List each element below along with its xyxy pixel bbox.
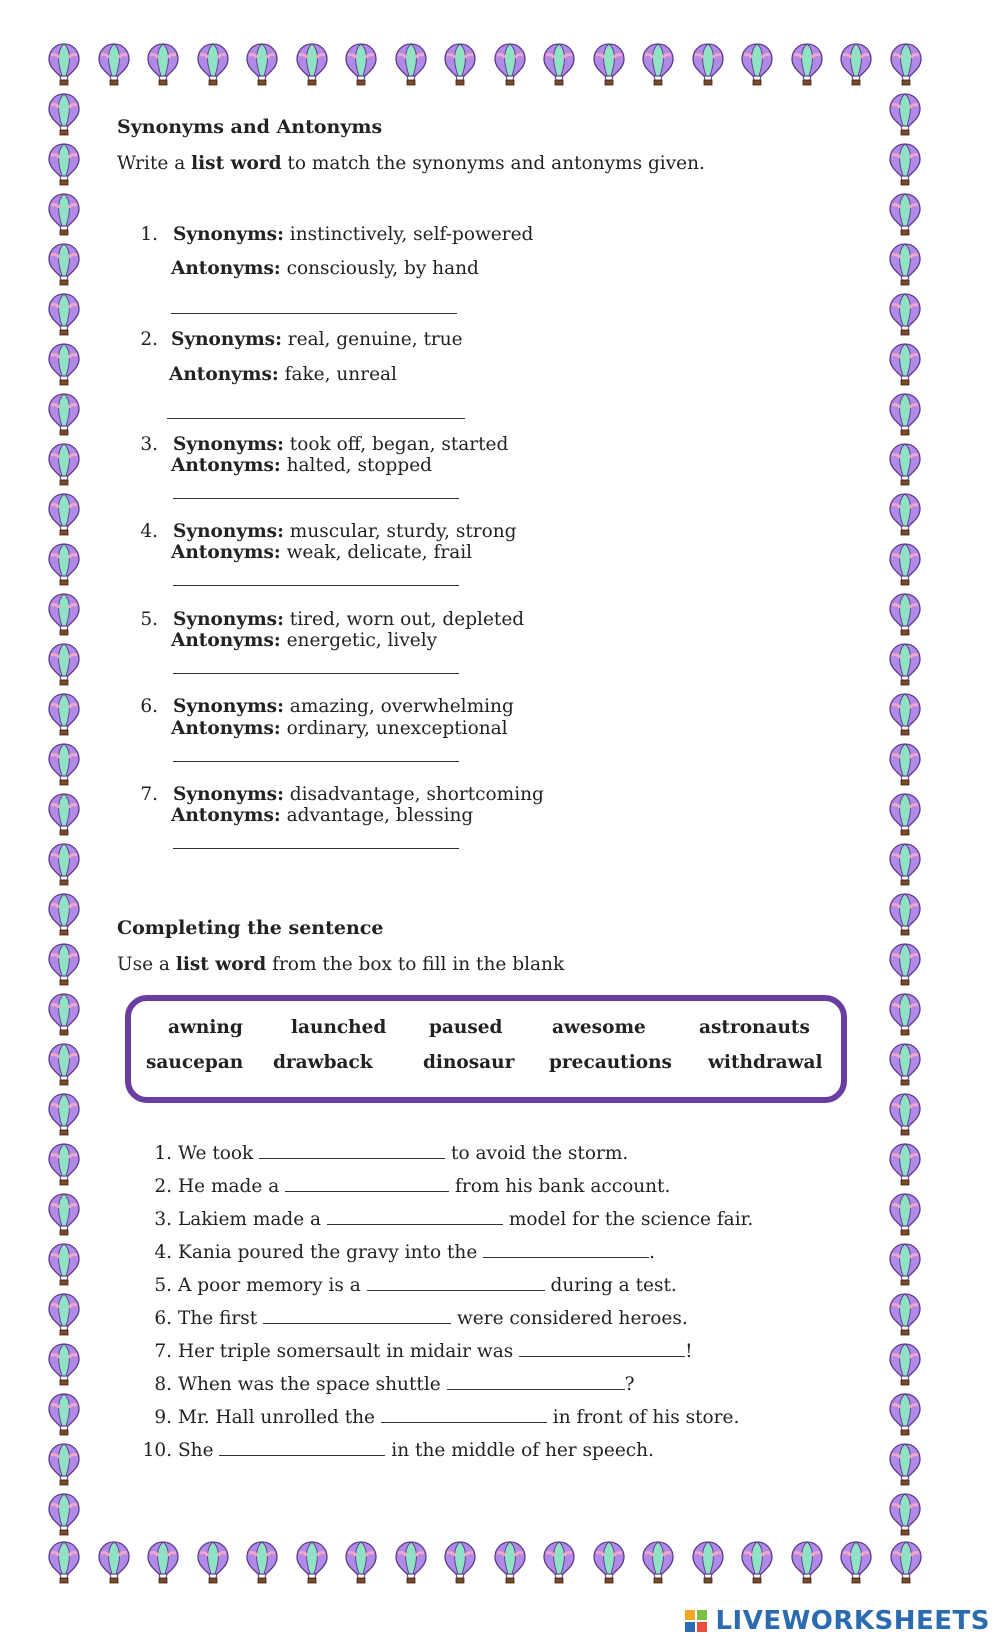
sentence-text: in the middle of her speech. xyxy=(385,1440,654,1461)
answer-blank[interactable] xyxy=(173,673,459,674)
sentence-text: The first xyxy=(178,1308,264,1329)
answer-blank[interactable] xyxy=(167,418,465,419)
word-bank-word: awning xyxy=(168,1017,243,1038)
answer-blank[interactable] xyxy=(171,313,457,314)
word-bank-word: precautions xyxy=(549,1052,672,1073)
section2-instruction: Use a list word from the box to fill in the blank xyxy=(117,954,565,975)
sentence-text: Kania poured the gravy into the xyxy=(178,1242,484,1263)
antonyms-line: Antonyms: energetic, lively xyxy=(171,630,438,651)
antonyms-line: Antonyms: weak, delicate, frail xyxy=(171,542,473,563)
fill-in-blank[interactable] xyxy=(483,1241,649,1258)
fill-in-blank[interactable] xyxy=(259,1142,445,1159)
antonyms-line: Antonyms: fake, unreal xyxy=(169,364,397,385)
synonyms-line: Synonyms: instinctively, self-powered xyxy=(173,224,534,245)
fill-in-blank[interactable] xyxy=(447,1373,625,1390)
sentence-item xyxy=(140,1274,677,1296)
word-bank-word: saucepan xyxy=(146,1052,244,1073)
sentence-item xyxy=(140,1373,635,1395)
sentence-text: ? xyxy=(624,1374,635,1395)
word-bank-word: awesome xyxy=(552,1017,646,1038)
word-bank-word: withdrawal xyxy=(708,1052,823,1073)
antonyms-line: Antonyms: halted, stopped xyxy=(171,455,432,476)
synonyms-line: Synonyms: amazing, overwhelming xyxy=(173,696,514,717)
sentence-number: 7. xyxy=(154,1341,172,1362)
sentence-item xyxy=(140,1241,655,1263)
sentence-text: She xyxy=(178,1440,220,1461)
sentence-item xyxy=(140,1406,739,1428)
sentence-text: When was the space shuttle xyxy=(178,1374,447,1395)
fill-in-blank[interactable] xyxy=(327,1208,503,1225)
synonyms-line: Synonyms: real, genuine, true xyxy=(171,329,463,350)
fill-in-blank[interactable] xyxy=(381,1406,547,1423)
fill-in-blank[interactable] xyxy=(285,1175,449,1192)
answer-blank[interactable] xyxy=(173,585,459,586)
sentence-text: He made a xyxy=(178,1176,286,1197)
sentence-text: model for the science fair. xyxy=(502,1209,754,1230)
section1-instruction: Write a list word to match the synonyms and antonyms given. xyxy=(117,153,705,174)
sentence-number: 4. xyxy=(154,1242,172,1263)
item-number: 4. xyxy=(140,521,158,542)
sentence-text: A poor memory is a xyxy=(178,1275,367,1296)
item-number: 1. xyxy=(140,224,158,245)
answer-blank[interactable] xyxy=(173,498,459,499)
word-bank-box xyxy=(125,995,847,1103)
word-bank-word: paused xyxy=(429,1017,503,1038)
word-bank-word: astronauts xyxy=(699,1017,810,1038)
synonyms-line: Synonyms: disadvantage, shortcoming xyxy=(173,784,544,805)
antonyms-line: Antonyms: advantage, blessing xyxy=(171,805,474,826)
sentence-text: during a test. xyxy=(544,1275,677,1296)
logo-icon xyxy=(685,1610,707,1632)
section1-heading: Synonyms and Antonyms xyxy=(117,116,383,138)
item-number: 6. xyxy=(140,696,158,717)
word-bank-word: drawback xyxy=(273,1052,373,1073)
sentence-item xyxy=(140,1439,654,1461)
answer-blank[interactable] xyxy=(173,848,459,849)
sentence-item xyxy=(140,1142,628,1164)
section2-heading: Completing the sentence xyxy=(117,917,384,939)
liveworksheets-logo xyxy=(715,1606,990,1636)
item-number: 2. xyxy=(140,329,158,350)
fill-in-blank[interactable] xyxy=(367,1274,545,1291)
item-number: 5. xyxy=(140,609,158,630)
item-number: 7. xyxy=(140,784,158,805)
fill-in-blank[interactable] xyxy=(219,1439,385,1456)
sentence-text: in front of his store. xyxy=(546,1407,740,1428)
sentence-number: 1. xyxy=(154,1143,172,1164)
sentence-number: 8. xyxy=(154,1374,172,1395)
fill-in-blank[interactable] xyxy=(263,1307,451,1324)
synonyms-line: Synonyms: tired, worn out, depleted xyxy=(173,609,525,630)
word-bank-word: launched xyxy=(291,1017,387,1038)
sentence-text: Mr. Hall unrolled the xyxy=(178,1407,381,1428)
sentence-number: 3. xyxy=(154,1209,172,1230)
sentence-text: were considered heroes. xyxy=(451,1308,688,1329)
sentence-text: Her triple somersault in midair was xyxy=(178,1341,520,1362)
answer-blank[interactable] xyxy=(173,761,459,762)
antonyms-line: Antonyms: ordinary, unexceptional xyxy=(171,718,508,739)
sentence-number: 5. xyxy=(154,1275,172,1296)
sentence-text: . xyxy=(649,1242,656,1263)
sentence-item xyxy=(140,1340,693,1362)
sentence-item xyxy=(140,1175,670,1197)
sentence-item xyxy=(140,1208,753,1230)
sentence-number: 2. xyxy=(154,1176,172,1197)
sentence-text: to avoid the storm. xyxy=(445,1143,629,1164)
sentence-number: 9. xyxy=(154,1407,172,1428)
synonyms-line: Synonyms: muscular, sturdy, strong xyxy=(173,521,517,542)
sentence-text: from his bank account. xyxy=(449,1176,671,1197)
item-number: 3. xyxy=(140,434,158,455)
synonyms-line: Synonyms: took off, began, started xyxy=(173,434,509,455)
sentence-text: ! xyxy=(685,1341,693,1362)
sentence-text: Lakiem made a xyxy=(178,1209,327,1230)
watermark-text: LIVEWORKSHEETS xyxy=(715,1606,990,1636)
sentence-number: 6. xyxy=(154,1308,172,1329)
antonyms-line: Antonyms: consciously, by hand xyxy=(171,258,479,279)
sentence-text: We took xyxy=(178,1143,260,1164)
sentence-item xyxy=(140,1307,688,1329)
sentence-number: 10. xyxy=(142,1440,172,1461)
fill-in-blank[interactable] xyxy=(519,1340,685,1357)
word-bank-word: dinosaur xyxy=(423,1052,515,1073)
